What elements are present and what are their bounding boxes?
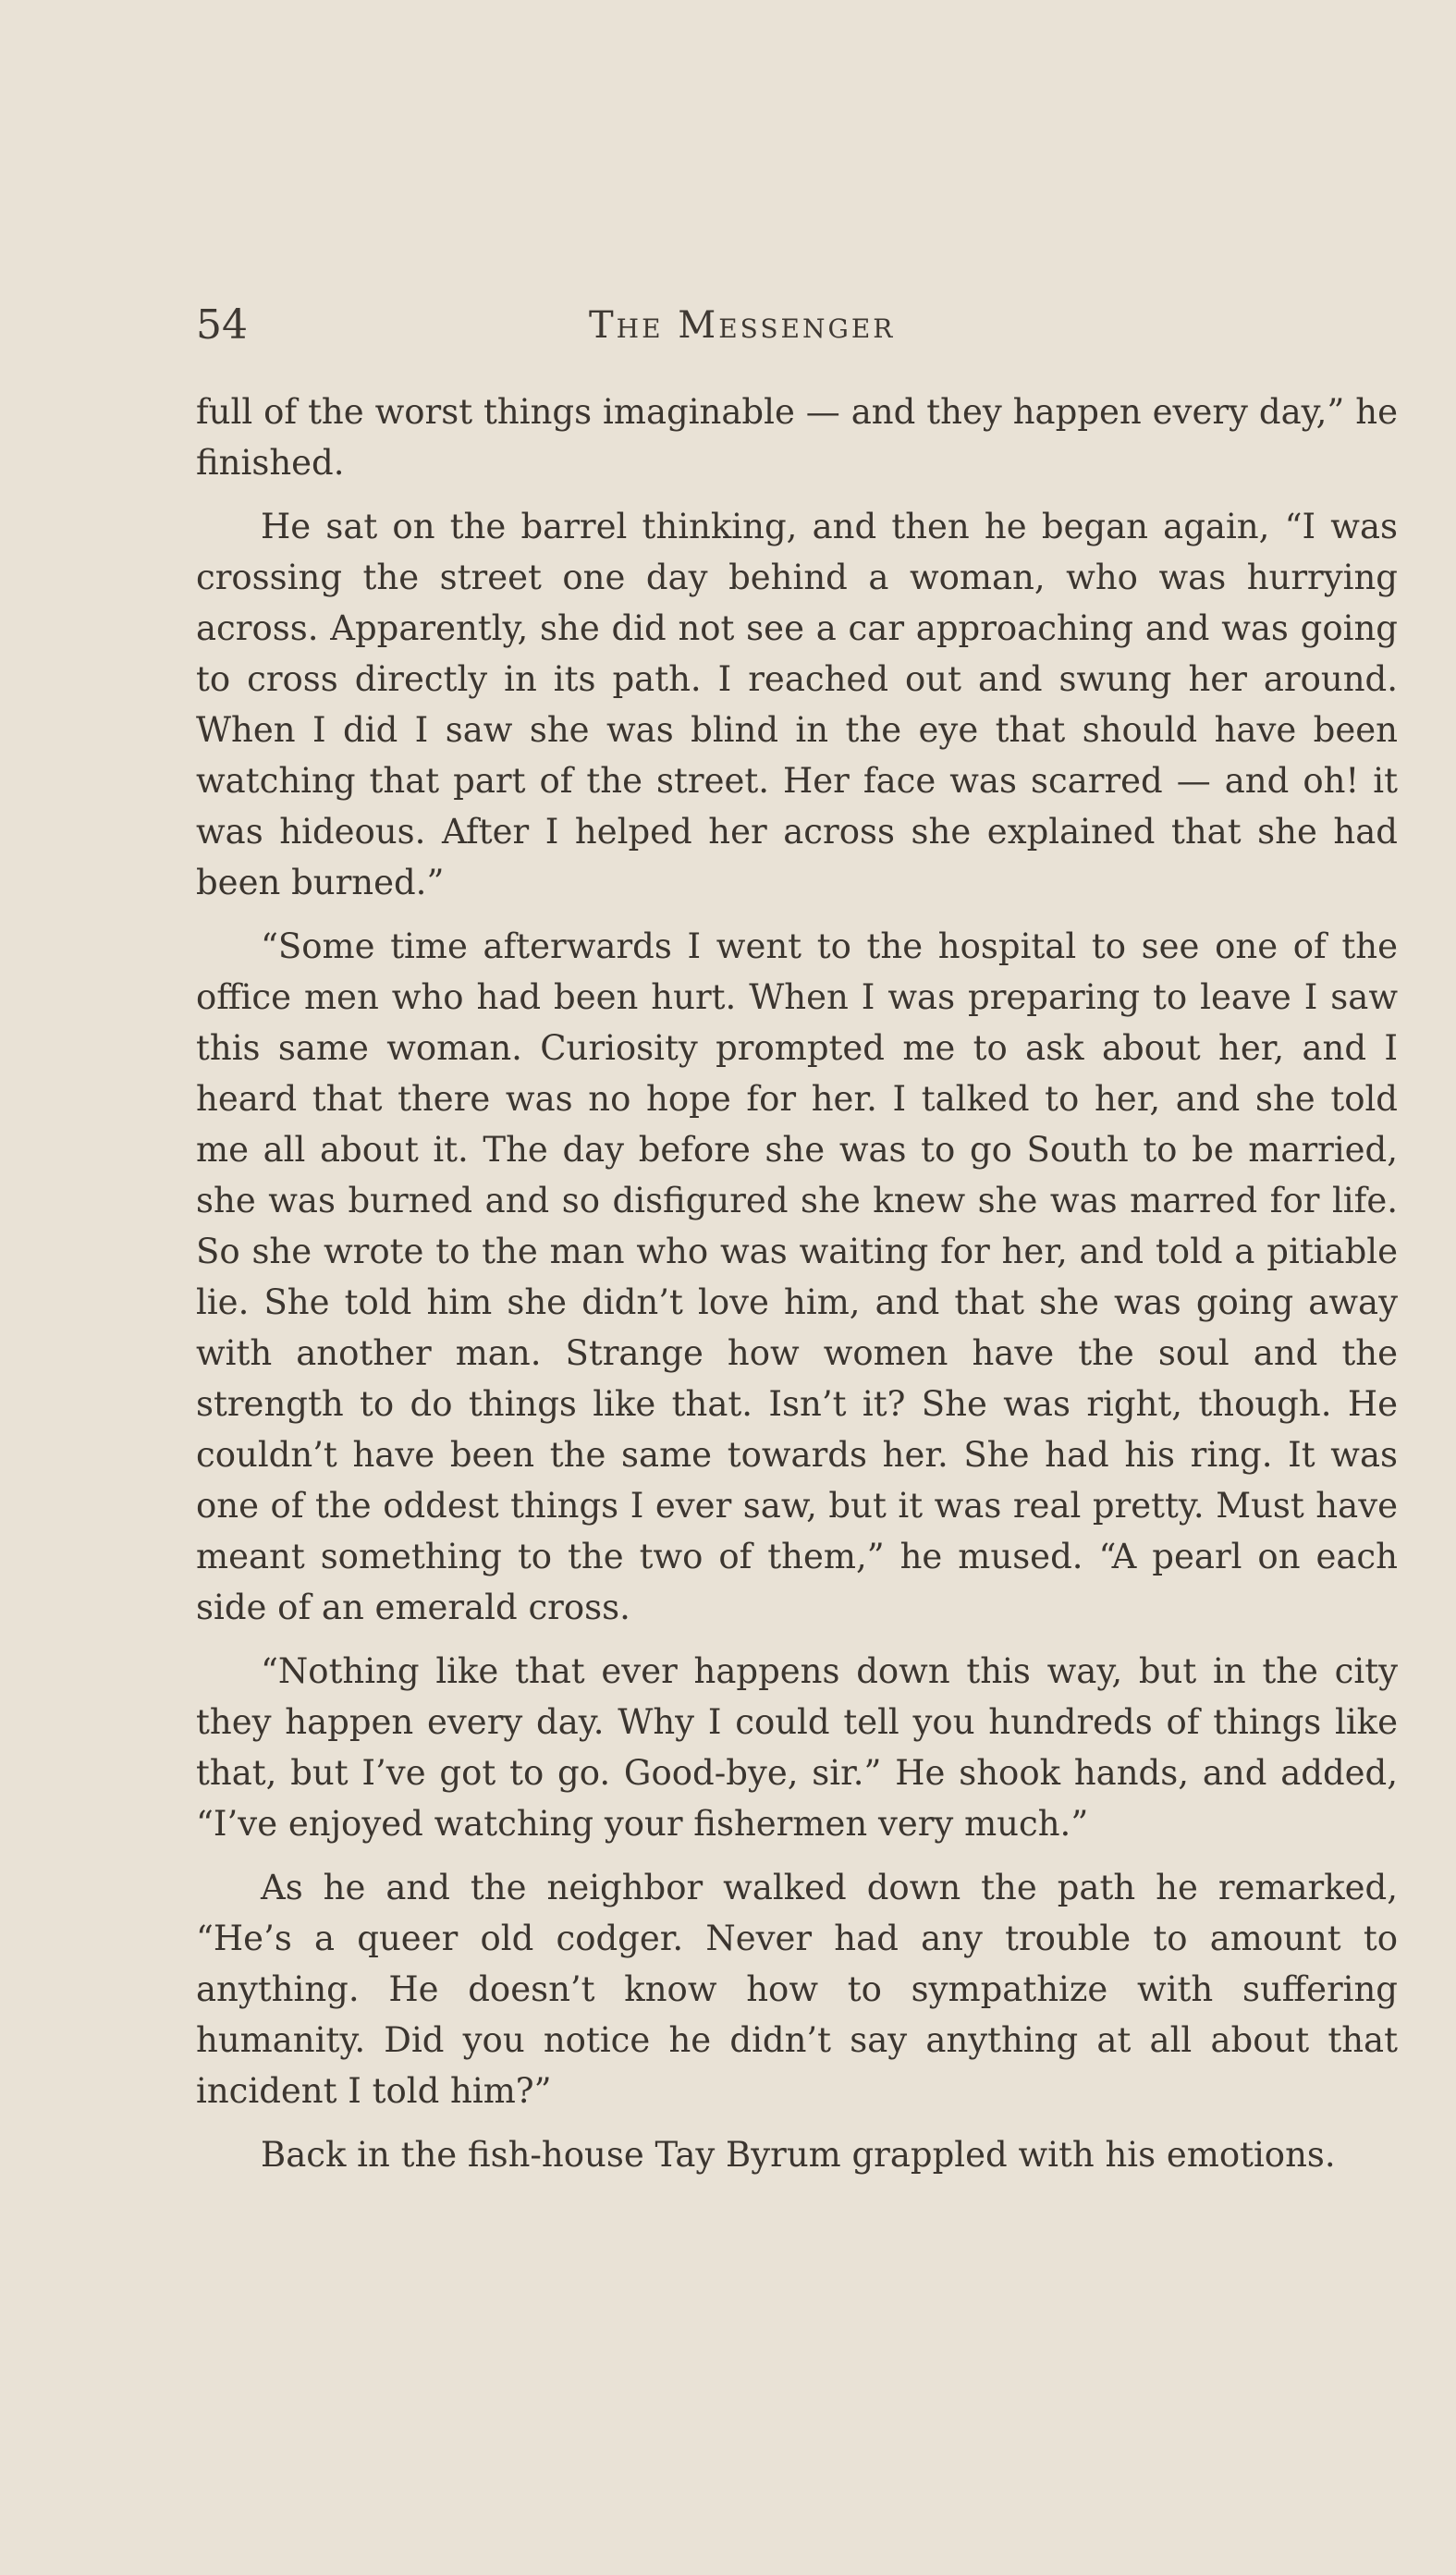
paragraph: Back in the fish-house Tay Byrum grappled with his emotions. (261, 2135, 1336, 2175)
page-header (196, 298, 1398, 353)
paragraph: “Nothing like that ever happens down this way, but in the city they happen every day. Why I could tell you hundreds of things like that, but I’ve got to go. Good-bye, sir.” He shook hands, and added, “I’ve enjoyed watching your fishermen very much.” (196, 1651, 1398, 1844)
paragraph: He sat on the barrel thinking, and then he began again, “I was crossing the street one day behind a woman, who was hurrying across. Apparently, she did not see a car approaching and was going to cross directly in its path. I reached out and swung her around. When I did I saw she was blind in the eye that should have been watching that part of the street. Her face was scarred — and oh! it was hideous. After I helped her across she explained that she had been burned.” (196, 507, 1398, 902)
paragraph: “Some time afterwards I went to the hospital to see one of the office men who had been hurt. When I was preparing to leave I saw this same woman. Curiosity prompted me to ask about her, and I heard that there was no hope for her. I talked to her, and she told me all about it. The day before she was to go South to be married, she was burned and so disfigured she knew she was marred for life. So she wrote to the man who was waiting for her, and told a pitiable lie. She told him she didn’t love him, and that she was going away with another man. Strange how women have the soul and the strength to do things like that. Isn’t it? She was right, though. He couldn’t have been the same towards her. She had his ring. It was one of the oddest things I ever saw, but it was real pretty. Must have meant something to the two of them,” he mused. “A pearl on each side of an emerald cross. (196, 926, 1398, 1627)
paragraph: full of the worst things imaginable — and they happen every day,” he finished. (196, 392, 1398, 483)
paragraph: As he and the neighbor walked down the path he remarked, “He’s a queer old codger. Never had any trouble to amount to anything. He doesn’t know how to sympathize with suffering humanity. Did you notice he didn’t say anything at all about that incident I told him?” (196, 1868, 1398, 2111)
running-title: The Messenger (589, 304, 896, 347)
body-text (196, 386, 1398, 2193)
page-number: 54 (196, 301, 248, 349)
